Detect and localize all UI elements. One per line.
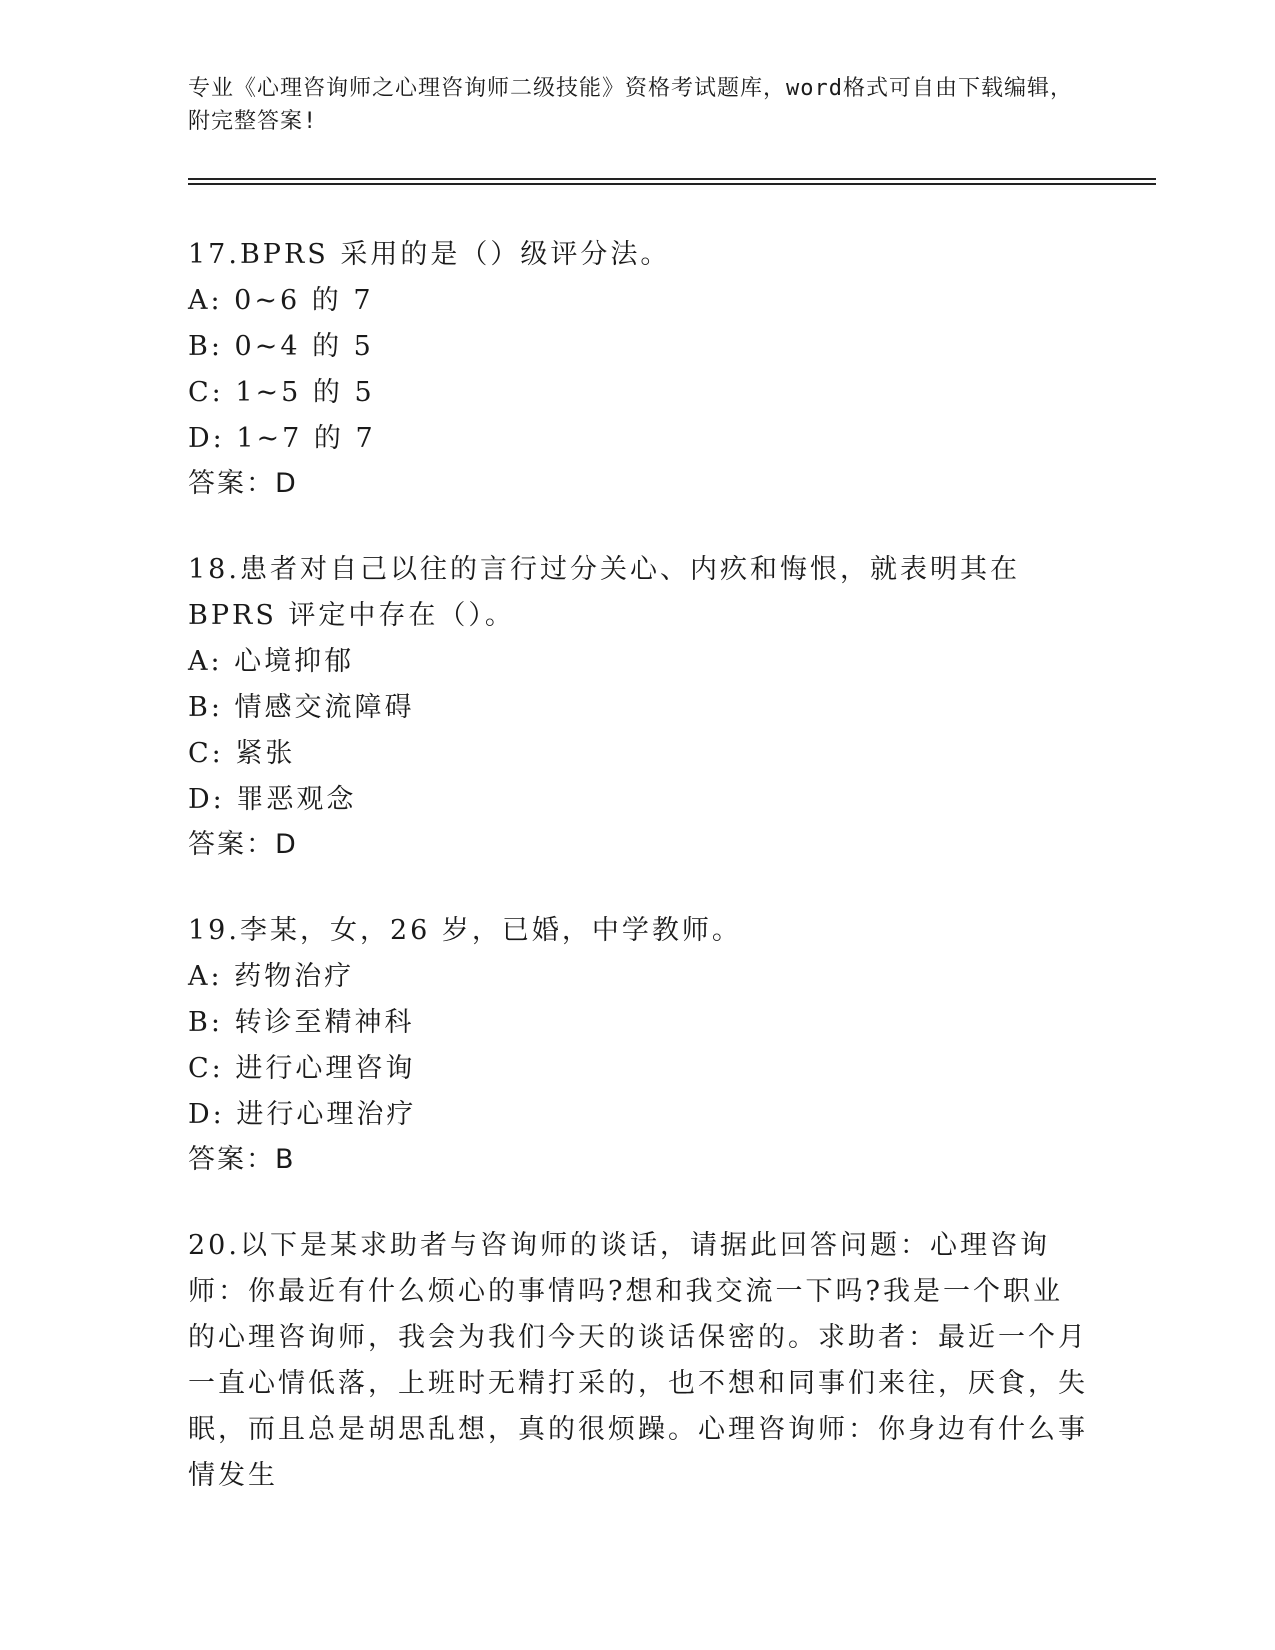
option-a: A: 0~6 的 7 bbox=[188, 285, 374, 316]
header-rule-top bbox=[188, 178, 1156, 180]
option-c: C: 进行心理咨询 bbox=[188, 1053, 416, 1084]
option-a: A: 药物治疗 bbox=[188, 961, 355, 992]
document-header: 专业《心理咨询师之心理咨询师二级技能》资格考试题库，word格式可自由下载编辑，附完整答案! bbox=[188, 76, 1073, 134]
option-d: D: 罪恶观念 bbox=[188, 784, 357, 815]
answer: 答案：B bbox=[188, 1144, 296, 1175]
question-list bbox=[188, 232, 1088, 1540]
option-b: B: 0~4 的 5 bbox=[188, 331, 374, 362]
header-rule-bottom bbox=[188, 183, 1156, 185]
question-stem: 17.BPRS 采用的是（）级评分法。 bbox=[188, 239, 671, 270]
question-20 bbox=[188, 1223, 1088, 1499]
option-a: A: 心境抑郁 bbox=[188, 646, 355, 677]
option-b: B: 情感交流障碍 bbox=[188, 692, 415, 723]
question-19 bbox=[188, 908, 1088, 1182]
option-d: D: 进行心理治疗 bbox=[188, 1099, 417, 1130]
answer: 答案：D bbox=[188, 468, 298, 499]
option-c: C: 紧张 bbox=[188, 738, 296, 769]
question-stem: 18.患者对自己以往的言行过分关心、内疚和悔恨，就表明其在 BPRS 评定中存在（）。 bbox=[188, 554, 1020, 631]
answer: 答案：D bbox=[188, 829, 298, 860]
question-stem: 19.李某，女，26 岁，已婚，中学教师。 bbox=[188, 915, 742, 946]
option-c: C: 1~5 的 5 bbox=[188, 377, 375, 408]
question-18 bbox=[188, 547, 1088, 867]
question-17 bbox=[188, 232, 1088, 506]
option-d: D: 1~7 的 7 bbox=[188, 423, 376, 454]
option-b: B: 转诊至精神科 bbox=[188, 1007, 415, 1038]
question-stem: 20.以下是某求助者与咨询师的谈话，请据此回答问题：心理咨询师：你最近有什么烦心的事情吗?想和我交流一下吗?我是一个职业的心理咨询师，我会为我们今天的谈话保密的。求助者：最近一个月一直心情低落，上班时无精打采的，也不想和同事们来往，厌食，失眠，而且总是胡思乱想，真的很烦躁。心理咨询师：你身边有什么事情发生 bbox=[188, 1230, 1088, 1491]
